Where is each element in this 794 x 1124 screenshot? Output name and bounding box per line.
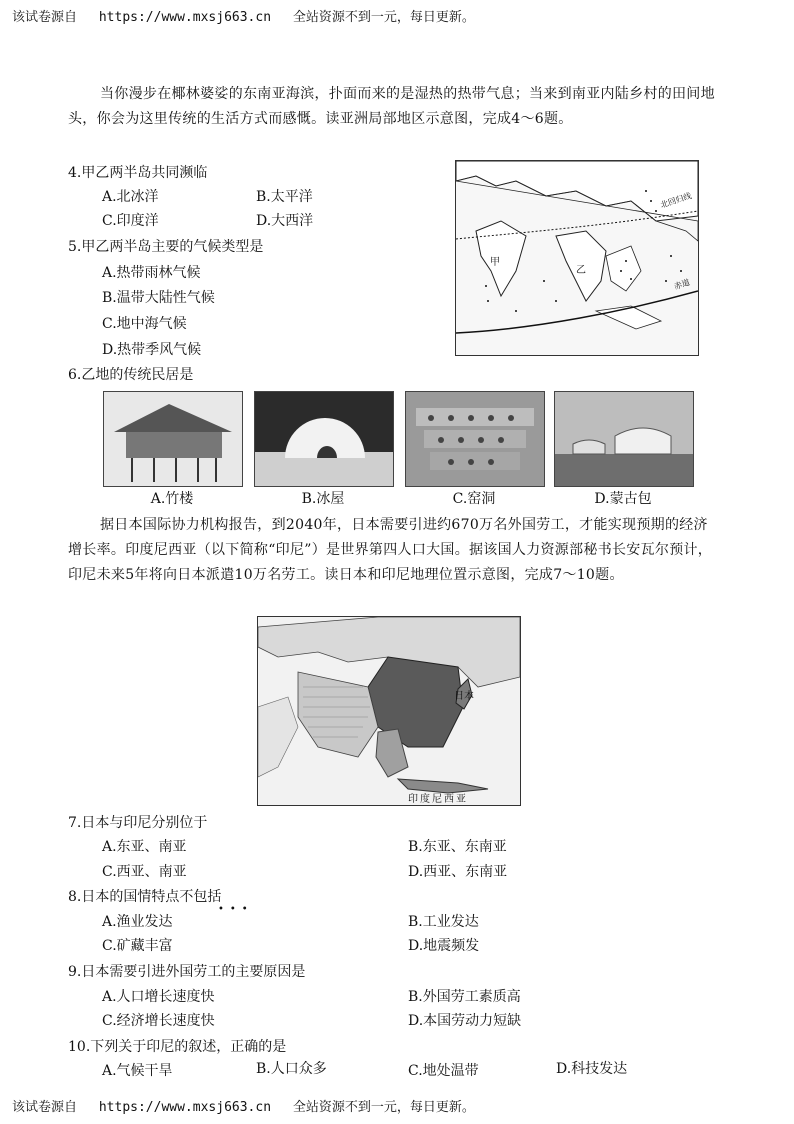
map-label-jia: 甲 <box>490 257 500 268</box>
q7-option-d[interactable]: D.西亚、东南亚 <box>408 864 508 880</box>
question-8-stem: 8.日本的国情特点不包括 <box>68 889 222 905</box>
question-6-stem: 6.乙地的传统民居是 <box>68 367 194 383</box>
page-header <box>12 6 489 25</box>
photo-cave-dwelling <box>405 391 545 487</box>
q4-option-a[interactable]: A.北冰洋 <box>102 189 159 205</box>
q9-option-b[interactable]: B.外国劳工素质高 <box>408 989 521 1005</box>
q9-option-c[interactable]: C.经济增长速度快 <box>102 1013 215 1029</box>
caption-option-c[interactable]: C.窑洞 <box>452 491 496 507</box>
intro-paragraph-2: 据日本国际协力机构报告，到2040年，日本需要引进约670万名外国劳工，才能实现预期的经济增长率。印度尼西亚（以下简称“印尼”）是世界第四人口大国。据该国人力资源部秘书长安瓦尔预计，印尼未来5年将向日本派遣10万名劳工。读日本和印尼地理位置示意图，完成7～10题。 <box>68 517 713 583</box>
map-label-yi: 乙 <box>576 265 586 276</box>
q9-option-a[interactable]: A.人口增长速度快 <box>102 989 215 1005</box>
caption-option-d[interactable]: D.蒙古包 <box>594 491 652 507</box>
q10-option-a[interactable]: A.气候干旱 <box>102 1063 173 1079</box>
question-9-stem: 9.日本需要引进外国劳工的主要原因是 <box>68 964 306 980</box>
q8-option-c[interactable]: C.矿藏丰富 <box>102 938 173 954</box>
q7-option-a[interactable]: A.东亚、南亚 <box>102 839 187 855</box>
map-label-tropic: 北回归线 <box>659 191 693 210</box>
q8-option-d[interactable]: D.地震频发 <box>408 938 480 954</box>
caption-option-a[interactable]: A.竹楼 <box>150 491 194 507</box>
q8-option-a[interactable]: A.渔业发达 <box>102 914 173 930</box>
q4-option-c[interactable]: C.印度洋 <box>102 213 159 229</box>
emphasis-dots: ••• <box>218 904 254 915</box>
q5-option-a[interactable]: A.热带雨林气候 <box>102 265 201 281</box>
q10-option-c[interactable]: C.地处温带 <box>408 1063 479 1079</box>
footer-source: 该试卷源自 <box>12 1100 78 1115</box>
header-source: 该试卷源自 <box>12 10 78 25</box>
intro-paragraph-1: 当你漫步在椰林婆娑的东南亚海滨，扑面而来的是湿热的热带气息；当来到南亚内陆乡村的田间地头，你会为这里传统的生活方式而感慨。读亚洲局部地区示意图，完成4～6题。 <box>68 86 715 127</box>
question-5-stem: 5.甲乙两半岛主要的气候类型是 <box>68 239 264 255</box>
q7-option-b[interactable]: B.东亚、东南亚 <box>408 839 507 855</box>
q5-option-c[interactable]: C.地中海气候 <box>102 316 187 332</box>
map-label-japan: 日本 <box>454 691 474 702</box>
question-4-stem: 4.甲乙两半岛共同濒临 <box>68 165 208 181</box>
caption-option-b[interactable]: B.冰屋 <box>301 491 345 507</box>
q4-option-b[interactable]: B.太平洋 <box>256 189 313 205</box>
photo-yurt <box>554 391 694 487</box>
header-url-link[interactable]: https://www.mxsj663.cn <box>98 10 272 25</box>
photo-igloo <box>254 391 394 487</box>
q8-option-b[interactable]: B.工业发达 <box>408 914 479 930</box>
header-slogan: 全站资源不到一元，每日更新。 <box>292 10 475 25</box>
asia-partial-map <box>455 160 699 356</box>
page-footer <box>12 1096 489 1115</box>
q7-option-c[interactable]: C.西亚、南亚 <box>102 864 187 880</box>
photo-bamboo-house <box>103 391 243 487</box>
q5-option-d[interactable]: D.热带季风气候 <box>102 342 202 358</box>
map-label-indonesia: 印度尼西亚 <box>408 794 468 805</box>
q9-option-d[interactable]: D.本国劳动力短缺 <box>408 1013 522 1029</box>
map-label-equator: 赤道 <box>673 277 691 292</box>
question-7-stem: 7.日本与印尼分别位于 <box>68 815 208 831</box>
q10-option-b[interactable]: B.人口众多 <box>256 1061 327 1077</box>
q10-option-d[interactable]: D.科技发达 <box>556 1061 628 1077</box>
question-10-stem: 10.下列关于印尼的叙述，正确的是 <box>68 1039 287 1055</box>
asia-map-graphic-2 <box>258 617 520 805</box>
footer-url-link[interactable]: https://www.mxsj663.cn <box>98 1100 272 1115</box>
q5-option-b[interactable]: B.温带大陆性气候 <box>102 290 215 306</box>
q4-option-d[interactable]: D.大西洋 <box>256 213 314 229</box>
japan-indonesia-map <box>257 616 521 806</box>
footer-slogan: 全站资源不到一元，每日更新。 <box>292 1100 475 1115</box>
